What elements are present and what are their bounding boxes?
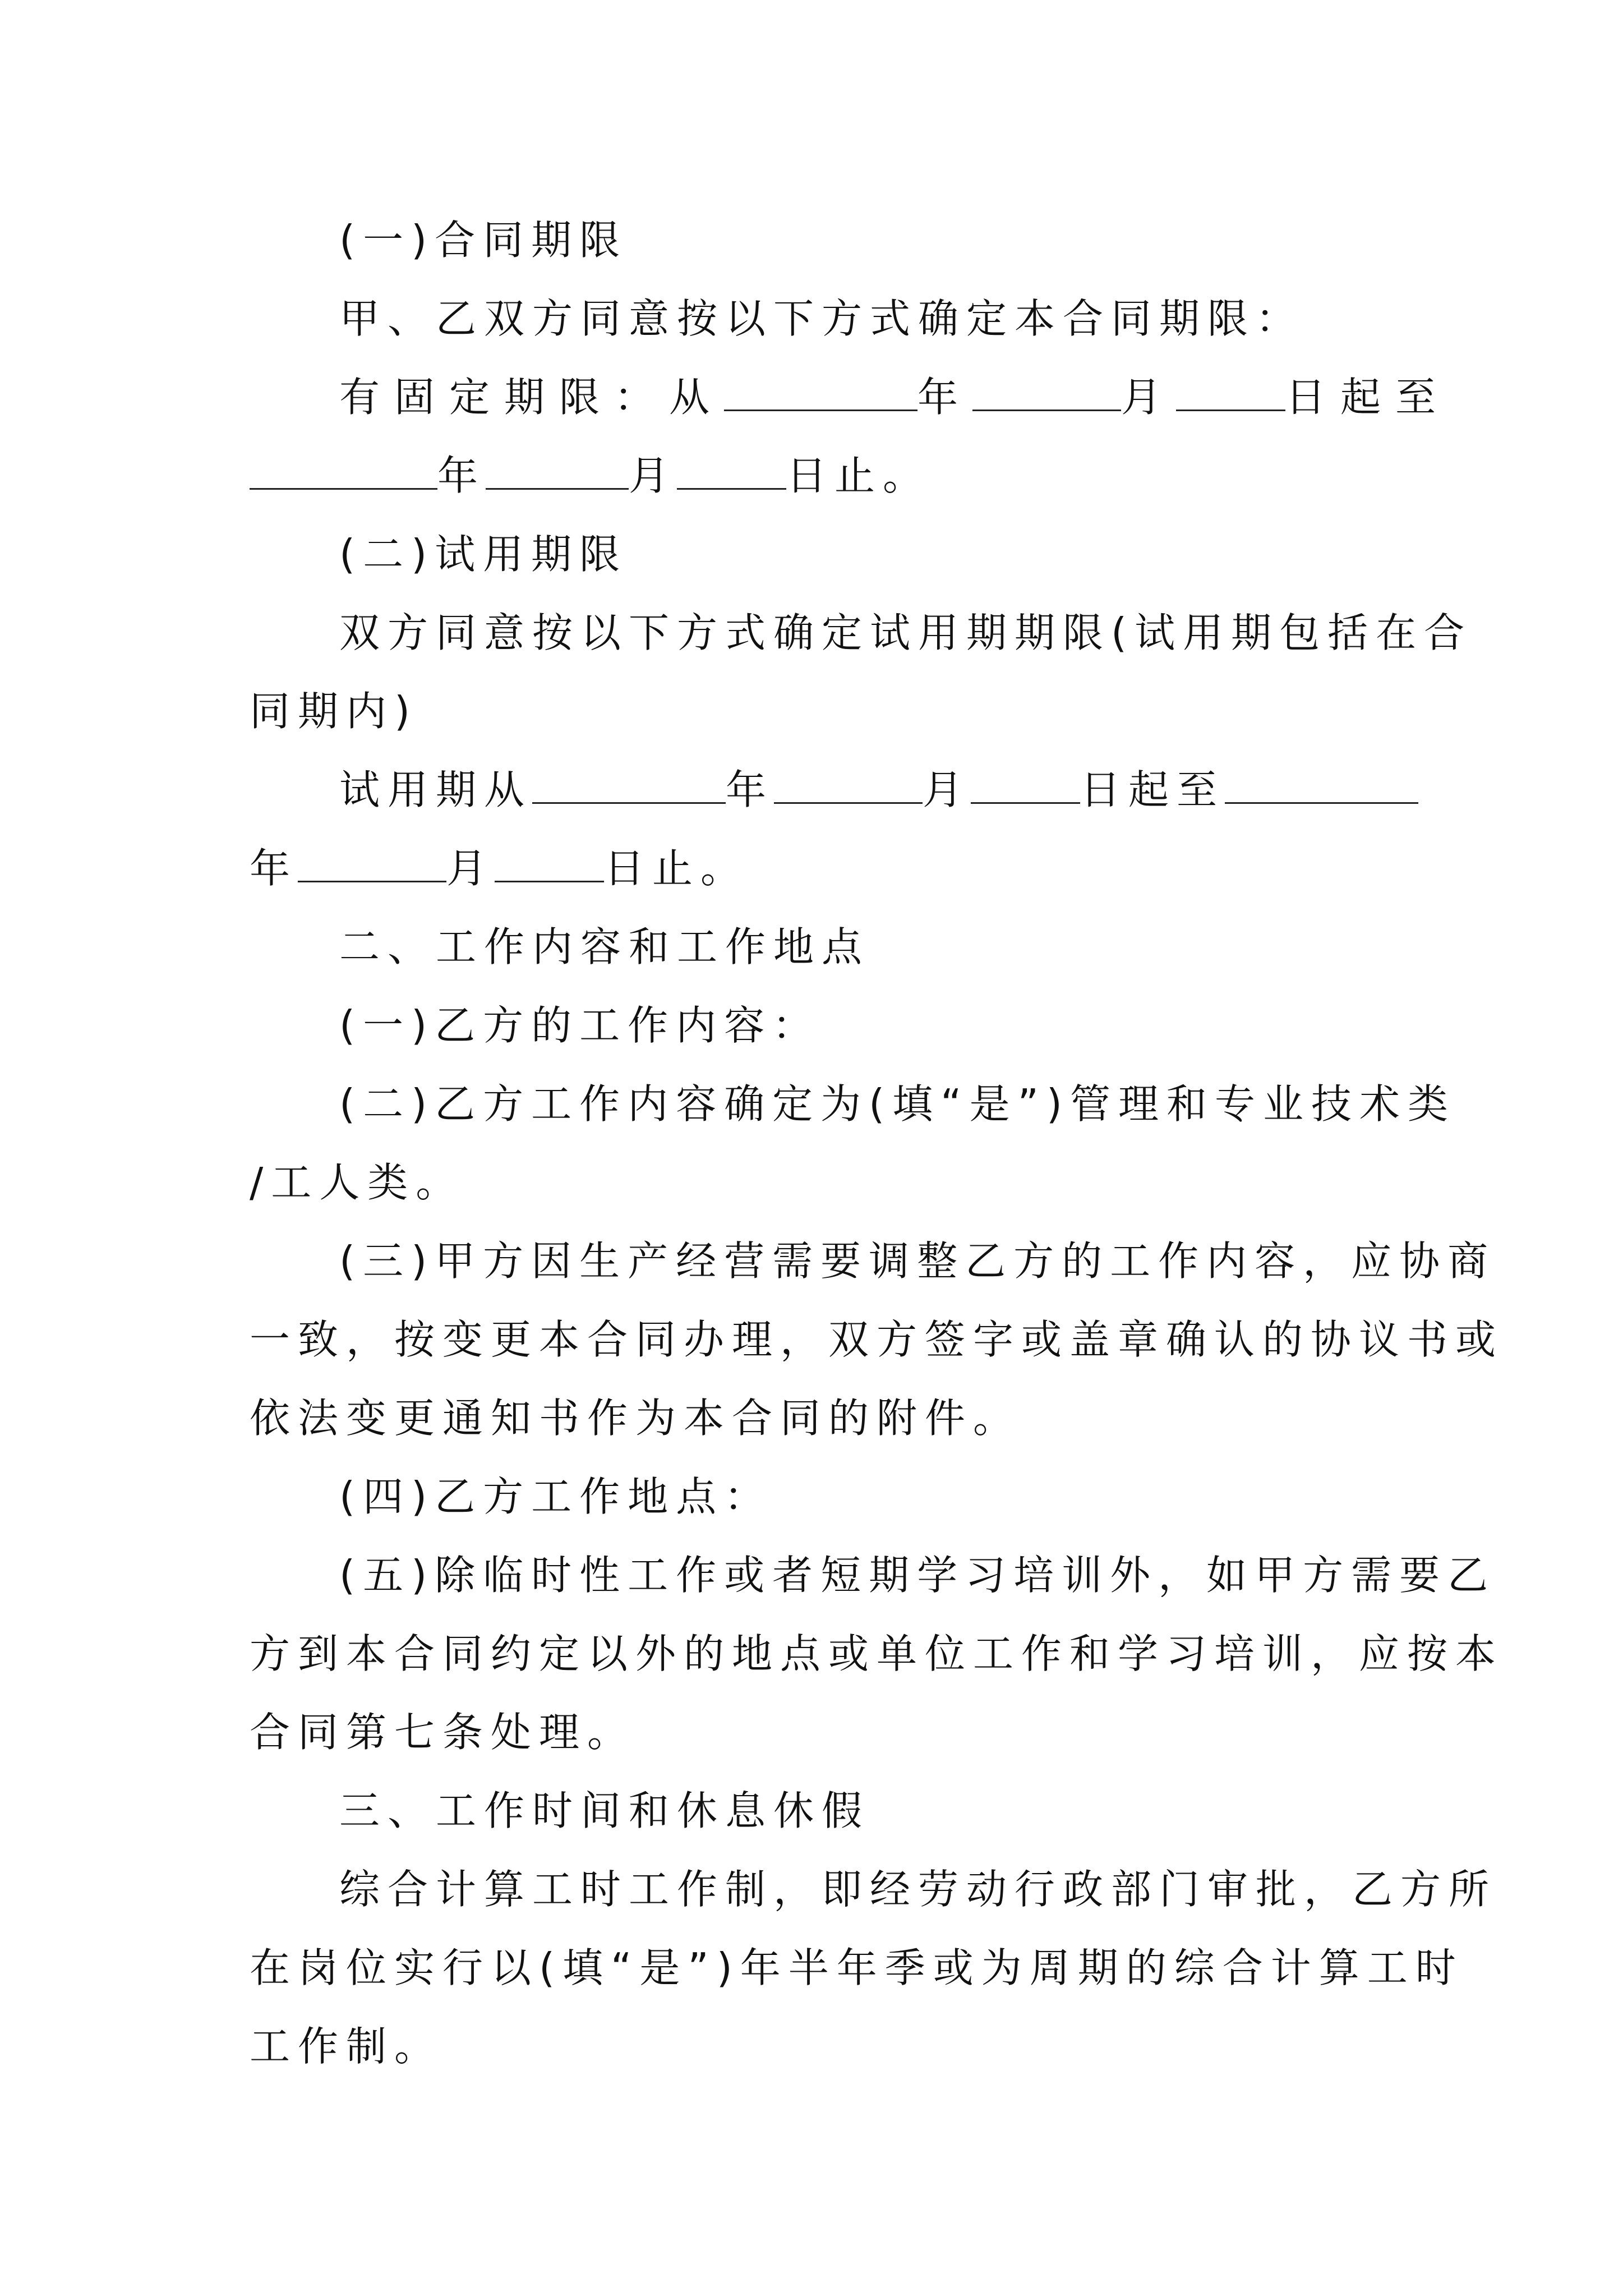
probation-intro-line-1: 双方同意按以下方式确定试用期期限(试用期包括在合 <box>339 609 1473 656</box>
end-year-blank[interactable] <box>250 453 437 490</box>
work-content-item-3-line-3: 依法变更通知书作为本合同的附件。 <box>250 1395 1022 1442</box>
section-work-content-heading: 二、工作内容和工作地点 <box>339 923 870 970</box>
probation-intro-line-2: 同期内) <box>250 688 418 735</box>
probation-end-line: 年 月 日止。 <box>250 845 749 892</box>
probation-start-month-blank[interactable] <box>774 767 923 804</box>
end-day-blank[interactable] <box>677 453 786 490</box>
probation-end-year-blank[interactable] <box>1225 767 1418 804</box>
start-month-blank[interactable] <box>972 375 1121 411</box>
end-month-blank[interactable] <box>486 453 629 490</box>
section-contract-term-heading: (一)合同期限 <box>339 217 628 264</box>
start-day-blank[interactable] <box>1176 375 1285 411</box>
probation-period-line: 试用期从 年 月 日起至 <box>339 762 1418 818</box>
probation-end-day-blank[interactable] <box>495 846 604 882</box>
probation-end-month-blank[interactable] <box>298 846 446 882</box>
work-content-item-1: (一)乙方的工作内容： <box>339 1002 821 1049</box>
work-hours-line-3: 工作制。 <box>250 2023 443 2070</box>
work-content-item-3-line-1: (三)甲方因生产经营需要调整乙方的工作内容，应协商 <box>339 1237 1496 1285</box>
start-year-blank[interactable] <box>724 375 917 411</box>
work-location-item: (四)乙方工作地点： <box>339 1473 773 1520</box>
work-content-item-5-line-1: (五)除临时性工作或者短期学习培训外，如甲方需要乙 <box>339 1552 1496 1599</box>
probation-start-year-blank[interactable] <box>532 767 726 804</box>
work-content-item-3-line-2: 一致，按变更本合同办理，双方签字或盖章确认的协议书或 <box>250 1316 1504 1363</box>
probation-start-day-blank[interactable] <box>971 767 1080 804</box>
fixed-term-end-line: 年 月 日止。 <box>250 448 931 504</box>
work-content-item-5-line-3: 合同第七条处理。 <box>250 1709 636 1756</box>
work-content-item-2-line-1: (二)乙方工作内容确定为(填“是”)管理和专业技术类 <box>339 1080 1456 1128</box>
section-probation-heading: (二)试用期限 <box>339 531 628 578</box>
contract-term-intro: 甲、乙双方同意按以下方式确定本合同期限： <box>339 295 1304 342</box>
fixed-term-line: 有固定期限：从 年 月 日起至 <box>339 374 1451 421</box>
work-hours-line-2: 在岗位实行以(填“是”)年半年季或为周期的综合计算工时 <box>250 1944 1464 1991</box>
section-work-hours-heading: 三、工作时间和休息休假 <box>339 1787 870 1834</box>
work-hours-line-1: 综合计算工时工作制，即经劳动行政部门审批，乙方所 <box>339 1866 1497 1913</box>
work-content-item-5-line-2: 方到本合同约定以外的地点或单位工作和学习培训，应按本 <box>250 1630 1504 1677</box>
work-content-item-2-line-2: /工人类。 <box>250 1159 464 1206</box>
